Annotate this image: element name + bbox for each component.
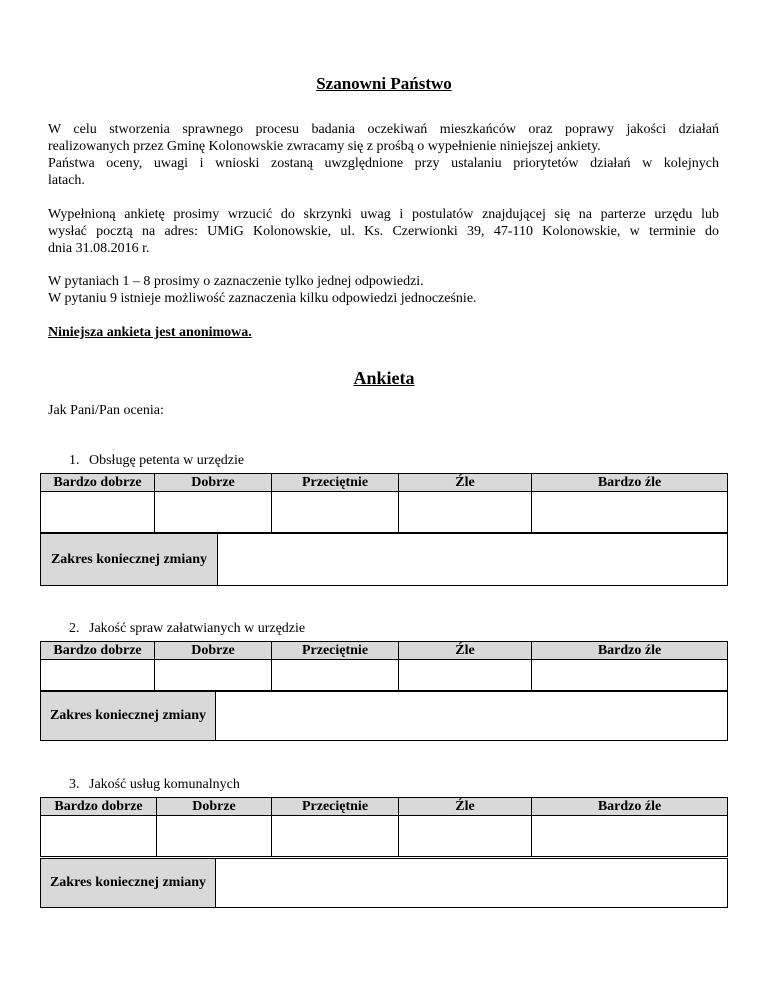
rating-cell-average[interactable]: [272, 816, 399, 857]
question-text: Jakość usług komunalnych: [89, 777, 240, 792]
question-text: Obsługę petenta w urzędzie: [89, 453, 245, 468]
change-label: Zakres koniecznej zmiany: [41, 534, 218, 586]
paragraph-line: Państwa oceny, uwagi i wnioski zostaną uwzględnione przy ustalaniu priorytetów działań w kolejnych: [48, 156, 719, 171]
question-title: [69, 777, 240, 793]
rating-cell-good[interactable]: [155, 492, 272, 533]
rating-cell-very-good[interactable]: [41, 492, 155, 533]
rating-cell-very-bad[interactable]: [532, 816, 728, 857]
rating-table: [40, 797, 728, 857]
change-input-cell[interactable]: [216, 859, 728, 908]
change-label: Zakres koniecznej zmiany: [41, 859, 216, 908]
rating-header-very-good: Bardzo dobrze: [41, 474, 155, 492]
rating-cell-good[interactable]: [155, 660, 272, 691]
question-number: 2.: [69, 621, 80, 636]
rating-header-good: Dobrze: [155, 642, 272, 660]
paragraph-line: W pytaniach 1 – 8 prosimy o zaznaczenie tylko jednej odpowiedzi.: [48, 274, 424, 289]
rating-header-very-bad: Bardzo źle: [532, 474, 728, 492]
rating-table: [40, 641, 728, 691]
rating-table: [40, 473, 728, 533]
change-table: [40, 858, 728, 908]
rating-header-average: Przeciętnie: [272, 642, 399, 660]
paragraph-line: realizowanych przez Gminę Kolonowskie zwracamy się z prośbą o wypełnienie niniejszej ankiety.: [48, 139, 601, 154]
rating-header-good: Dobrze: [157, 798, 272, 816]
paragraph-line: dnia 31.08.2016 r.: [48, 241, 150, 256]
change-table: [40, 533, 728, 586]
anonymous-note: Niniejsza ankieta jest anonimowa.: [48, 325, 252, 340]
rating-cell-very-good[interactable]: [41, 816, 157, 857]
rating-cell-good[interactable]: [157, 816, 272, 857]
change-input-cell[interactable]: [216, 692, 728, 741]
rating-header-bad: Źle: [399, 474, 532, 492]
question-number: 1.: [69, 453, 80, 468]
intro-paragraph: [48, 121, 719, 189]
submission-paragraph: [48, 206, 719, 257]
rating-header-average: Przeciętnie: [272, 474, 399, 492]
rating-header-bad: Źle: [399, 798, 532, 816]
change-input-cell[interactable]: [218, 534, 728, 586]
greeting-heading: Szanowni Państwo: [316, 74, 452, 93]
change-table: [40, 691, 728, 741]
paragraph-line: wysłać pocztą na adres: UMiG Kolonowskie, ul. Ks. Czerwionki 39, 47-110 Kolonowskie, w terminie do: [48, 224, 719, 239]
rating-header-very-good: Bardzo dobrze: [41, 642, 155, 660]
paragraph-line: latach.: [48, 173, 85, 188]
rating-cell-bad[interactable]: [399, 492, 532, 533]
rating-cell-bad[interactable]: [399, 816, 532, 857]
rating-header-very-bad: Bardzo źle: [532, 642, 728, 660]
paragraph-line: Wypełnioną ankietę prosimy wrzucić do skrzynki uwag i postulatów znajdującej się na parterze urzędu lub: [48, 207, 719, 222]
rating-cell-bad[interactable]: [399, 660, 532, 691]
survey-title: Ankieta: [353, 368, 415, 388]
rating-cell-average[interactable]: [272, 660, 399, 691]
survey-intro: Jak Pani/Pan ocenia:: [48, 403, 164, 418]
rating-header-very-bad: Bardzo źle: [532, 798, 728, 816]
rating-header-very-good: Bardzo dobrze: [41, 798, 157, 816]
question-text: Jakość spraw załatwianych w urzędzie: [89, 621, 306, 636]
question-title: [69, 453, 244, 469]
rating-cell-very-bad[interactable]: [532, 492, 728, 533]
rating-cell-very-bad[interactable]: [532, 660, 728, 691]
rating-header-average: Przeciętnie: [272, 798, 399, 816]
rating-cell-average[interactable]: [272, 492, 399, 533]
paragraph-line: W pytaniu 9 istnieje możliwość zaznaczenia kilku odpowiedzi jednocześnie.: [48, 291, 477, 306]
paragraph-line: W celu stworzenia sprawnego procesu badania oczekiwań mieszkańców oraz poprawy jakości działań: [48, 122, 719, 137]
question-number: 3.: [69, 777, 80, 792]
rating-header-bad: Źle: [399, 642, 532, 660]
rating-cell-very-good[interactable]: [41, 660, 155, 691]
question-title: [69, 621, 305, 637]
rating-header-good: Dobrze: [155, 474, 272, 492]
instructions-paragraph: [48, 273, 719, 307]
change-label: Zakres koniecznej zmiany: [41, 692, 216, 741]
